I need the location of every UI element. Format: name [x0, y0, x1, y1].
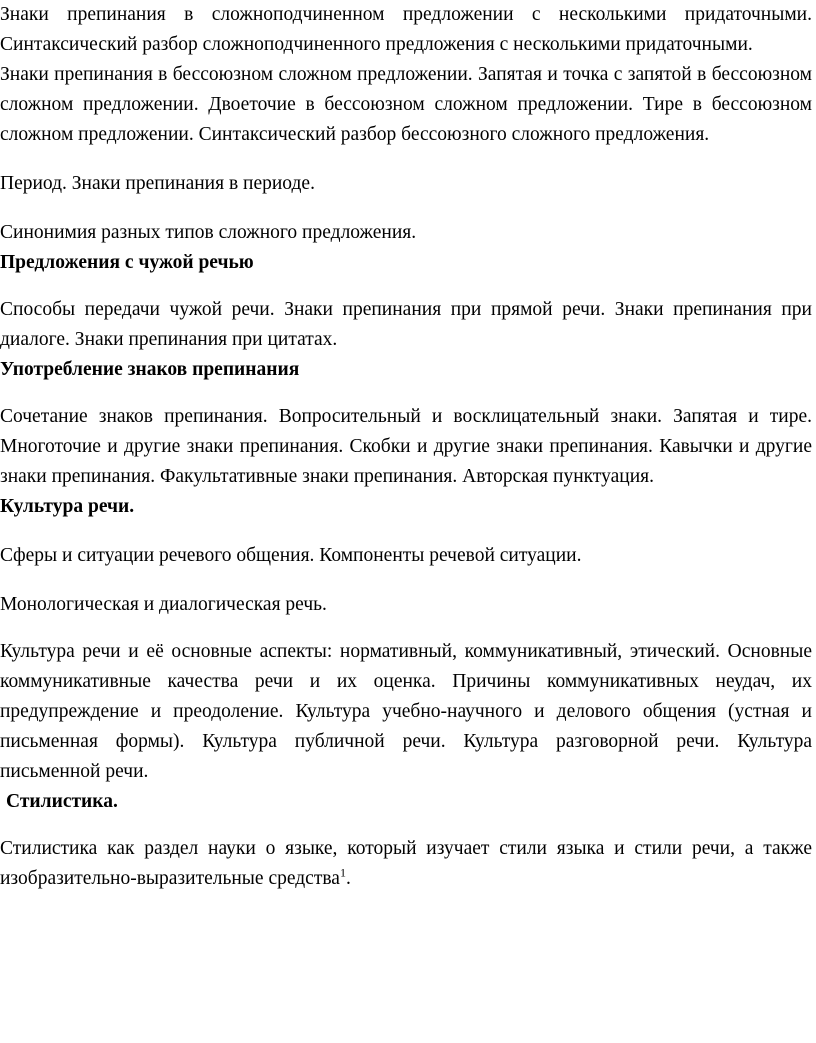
heading-speech-culture: Культура речи. — [0, 496, 135, 517]
paragraph-stylistics-text: Стилистика как раздел науки о языке, который изучает стили языка и стили речи, а также изобразительно-выразительные средства — [0, 838, 812, 889]
paragraph-speech-situations: Сферы и ситуации речевого общения. Компоненты речевой ситуации. — [0, 545, 582, 566]
heading-reported-speech: Предложения с чужой речью — [0, 252, 254, 273]
paragraph-asyndetic: Знаки препинания в бессоюзном сложном предложении. Запятая и точка с запятой в бессоюзном сложном предложении. Двоеточие в бессоюзном сложном предложении. Тире в бессоюзном сложном предложении. Синтаксический разбор бессоюзного сложного предложения. — [0, 64, 812, 145]
heading-stylistics: Стилистика. — [6, 791, 118, 812]
paragraph-monologue-dialogue: Монологическая и диалогическая речь. — [0, 594, 327, 615]
heading-punctuation-usage: Употребление знаков препинания — [0, 359, 300, 380]
paragraph-speech-culture-aspects: Культура речи и её основные аспекты: нормативный, коммуникативный, этический. Основные коммуникативные качества речи и их оценка. Причины коммуникативных неудач, их предупреждение и преодоление. Культура учебно-научного и делового общения (устная и письменная формы). Культура публичной речи. Культура разговорной речи. Культура письменной речи. — [0, 641, 812, 782]
paragraph-stylistics-end: . — [345, 868, 351, 889]
paragraph-stylistics — [0, 834, 812, 894]
paragraph-punctuation-usage: Сочетание знаков препинания. Вопросительный и восклицательный знаки. Запятая и тире. Многоточие и другие знаки препинания. Скобки и другие знаки препинания. Кавычки и другие знаки препинания. Факультативные знаки препинания. Авторская пунктуация. — [0, 406, 812, 487]
paragraph-reported-speech: Способы передачи чужой речи. Знаки препинания при прямой речи. Знаки препинания при диалоге. Знаки препинания при цитатах. — [0, 299, 812, 350]
footnote-reference[interactable]: 1 — [339, 865, 346, 880]
paragraph-synonymy: Синонимия разных типов сложного предложения. — [0, 222, 417, 243]
paragraph-period: Период. Знаки препинания в периоде. — [0, 173, 315, 194]
paragraph-complex-subordinate: Знаки препинания в сложноподчиненном предложении с несколькими придаточными. Синтаксический разбор сложноподчиненного предложения с несколькими придаточными. — [0, 4, 812, 55]
